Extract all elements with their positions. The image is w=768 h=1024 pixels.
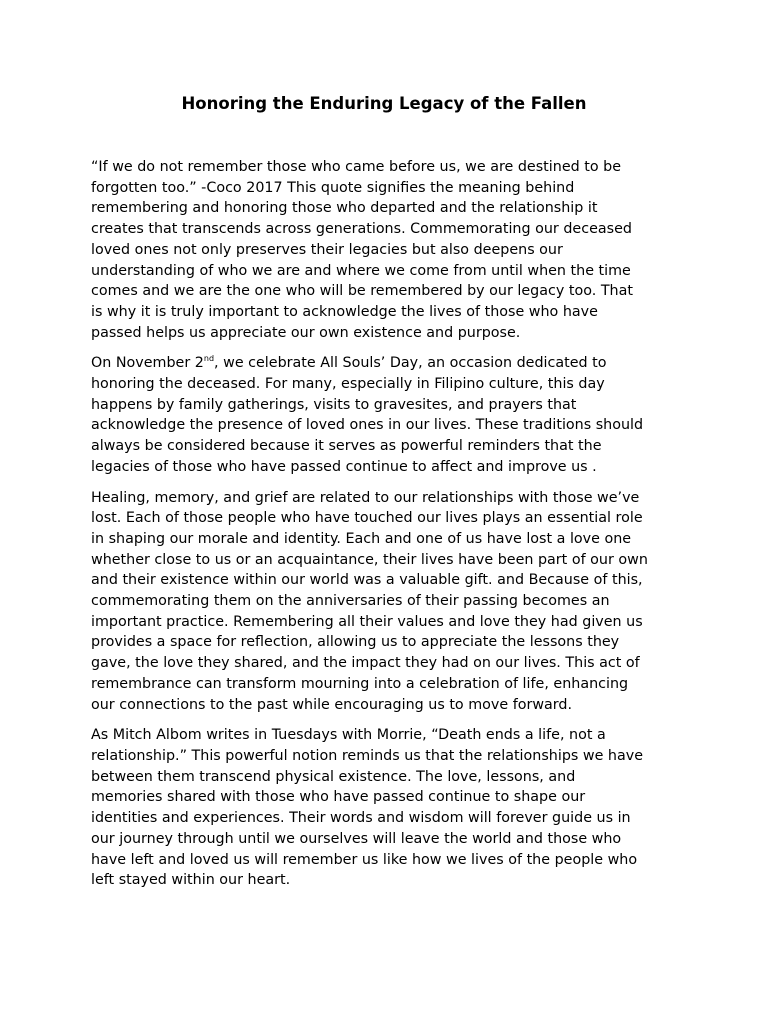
paragraph-line: our connections to the past while encouraging us to move forward. — [91, 696, 573, 713]
paragraph-line: Healing, memory, and grief are related to our relationships with those we’ve — [91, 489, 640, 506]
document-body — [91, 157, 691, 901]
paragraph-line: commemorating them on the anniversaries of their passing becomes an — [91, 593, 610, 610]
paragraph-line: loved ones not only preserves their legacies but also deepens our — [91, 241, 563, 258]
paragraph-line: provides a space for reflection, allowing us to appreciate the lessons they — [91, 634, 620, 651]
document-title: Honoring the Enduring Legacy of the Fallen — [181, 94, 587, 113]
paragraph-line: relationship.” This powerful notion reminds us that the relationships we have — [91, 747, 644, 764]
paragraph-text: , we celebrate All Souls’ Day, an occasion dedicated to — [214, 355, 607, 372]
paragraph-line: our journey through until we ourselves will leave the world and those who — [91, 830, 622, 847]
paragraph-line: happens by family gatherings, visits to gravesites, and prayers that — [91, 396, 577, 413]
paragraph-line: important practice. Remembering all their values and love they had given us — [91, 613, 643, 630]
paragraph-line: memories shared with those who have passed continue to shape our — [91, 789, 586, 806]
paragraph-line: passed helps us appreciate our own existence and purpose. — [91, 324, 521, 341]
paragraph-2 — [91, 353, 691, 477]
paragraph-line: identities and experiences. Their words and wisdom will forever guide us in — [91, 810, 631, 827]
paragraph-line: comes and we are the one who will be remembered by our legacy too. That — [91, 283, 633, 300]
paragraph-line: remembrance can transform mourning into a celebration of life, enhancing — [91, 675, 629, 692]
paragraph-line: is why it is truly important to acknowledge the lives of those who have — [91, 303, 598, 320]
paragraph-line: forgotten too.” -Coco 2017 This quote signifies the meaning behind — [91, 179, 575, 196]
paragraph-1 — [91, 157, 691, 343]
paragraph-3 — [91, 488, 691, 716]
paragraph-4 — [91, 725, 691, 891]
paragraph-line: lost. Each of those people who have touched our lives plays an essential role — [91, 510, 643, 527]
paragraph-line: gave, the love they shared, and the impact they had on our lives. This act of — [91, 655, 640, 672]
paragraph-line: legacies of those who have passed continue to affect and improve us . — [91, 458, 597, 475]
paragraph-line: understanding of who we are and where we come from until when the time — [91, 262, 631, 279]
paragraph-line: and their existence within our world was a valuable gift. and Because of this, — [91, 572, 643, 589]
paragraph-text: On November 2 — [91, 355, 204, 372]
paragraph-line: left stayed within our heart. — [91, 872, 291, 889]
ordinal-superscript: nd — [203, 354, 215, 364]
paragraph-line: acknowledge the presence of loved ones in our lives. These traditions should — [91, 417, 644, 434]
paragraph-line: honoring the deceased. For many, especially in Filipino culture, this day — [91, 376, 605, 393]
paragraph-line: creates that transcends across generations. Commemorating our deceased — [91, 221, 632, 238]
paragraph-line: have left and loved us will remember us like how we lives of the people who — [91, 851, 638, 868]
paragraph-line: in shaping our morale and identity. Each and one of us have lost a love one — [91, 530, 632, 547]
paragraph-line: As Mitch Albom writes in Tuesdays with Morrie, “Death ends a life, not a — [91, 727, 606, 744]
paragraph-line: whether close to us or an acquaintance, their lives have been part of our own — [91, 551, 648, 568]
paragraph-line: remembering and honoring those who departed and the relationship it — [91, 200, 598, 217]
paragraph-line: between them transcend physical existence. The love, lessons, and — [91, 768, 576, 785]
paragraph-line: “If we do not remember those who came before us, we are destined to be — [91, 159, 621, 175]
paragraph-first-line — [91, 353, 691, 374]
paragraph-line: always be considered because it serves as powerful reminders that the — [91, 438, 602, 455]
